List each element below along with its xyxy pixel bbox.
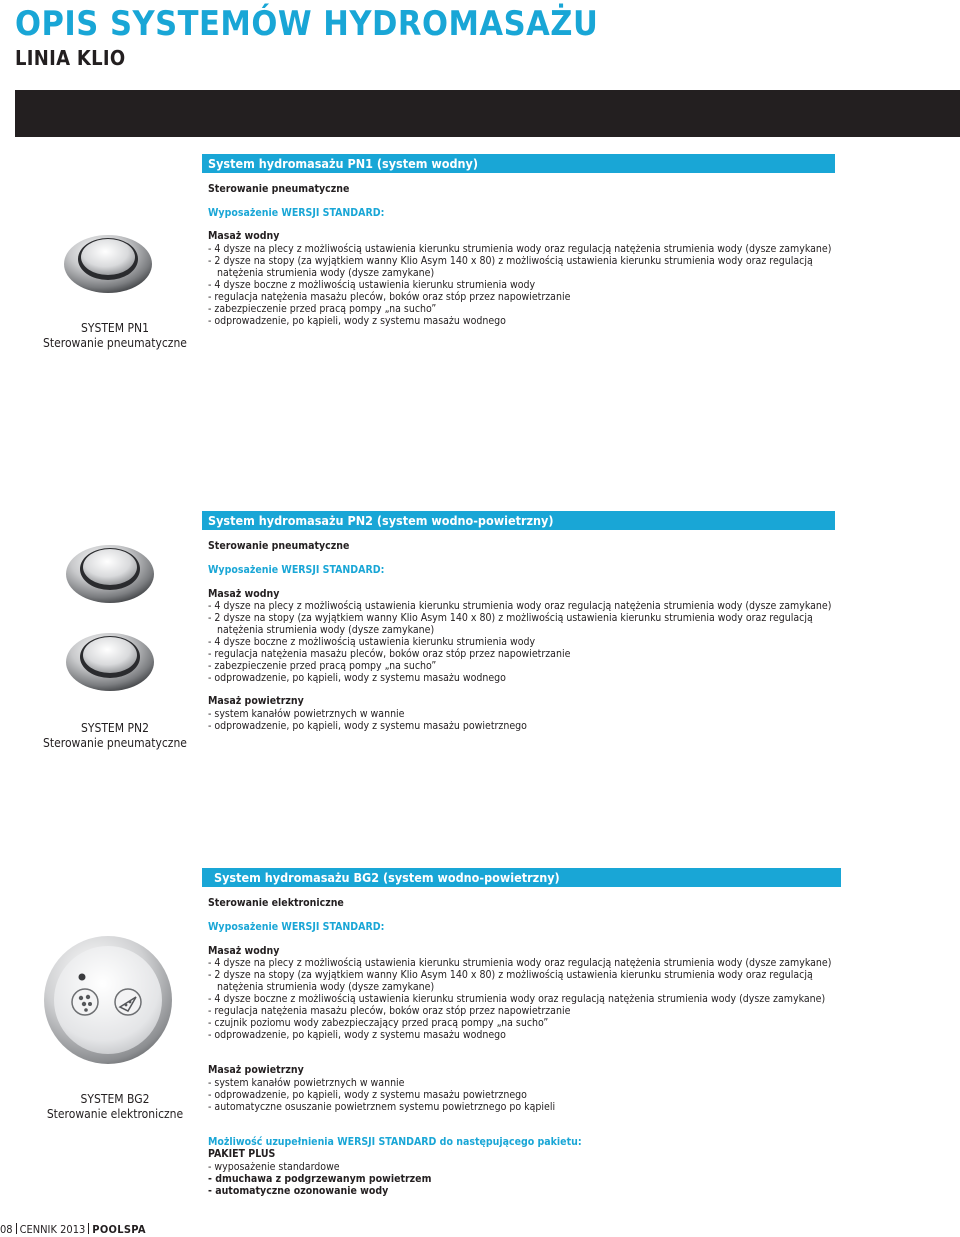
list-item: natężenia strumienia wody (dysze zamykane) [217, 267, 435, 279]
air-massage-title-pn2: Masaż powietrzny [208, 695, 304, 707]
list-item: - automatyczne osuszanie powietrznem systemu powietrznego po kąpieli [208, 1101, 556, 1113]
page-title: OPIS SYSTEMÓW HYDROMASAŻU [15, 4, 599, 44]
caption-control-pn2: Sterowanie pneumatyczne [43, 736, 187, 750]
list-item: - zabezpieczenie przed pracą pompy „na sucho” [208, 660, 437, 672]
footer [0, 1223, 146, 1236]
page-number: 08 [0, 1223, 13, 1236]
list-item: - regulacja natężenia masażu pleców, boków oraz stóp przez napowietrzanie [208, 291, 571, 303]
list-item: - wyposażenie standardowe [208, 1161, 340, 1173]
standard-label-pn1: Wyposażenie WERSJI STANDARD: [208, 207, 385, 219]
water-massage-list-bg2 [208, 957, 831, 1041]
catalog-name: CENNIK 2013 [19, 1223, 86, 1236]
electronic-panel-bg2-image [42, 934, 174, 1066]
standard-label-pn2: Wyposażenie WERSJI STANDARD: [208, 564, 385, 576]
pneumatic-button-pn1-image [62, 226, 154, 294]
water-massage-title-pn2: Masaż wodny [208, 588, 280, 600]
header-band [15, 90, 960, 137]
caption-control-bg2: Sterowanie elektroniczne [46, 1107, 184, 1121]
package-name: PAKIET PLUS [208, 1148, 276, 1160]
list-item: - 4 dysze boczne z możliwością ustawienia kierunku strumienia wody oraz regulacją natężenia strumienia wody (dysze zamykane) [208, 993, 826, 1005]
list-item: - 4 dysze na plecy z możliwością ustawienia kierunku strumienia wody oraz regulacją natężenia strumienia wody (dysze zamykane) [208, 957, 832, 969]
caption-control-pn1: Sterowanie pneumatyczne [43, 336, 187, 350]
page-subtitle: LINIA KLIO [15, 46, 126, 70]
section-header-pn1: System hydromasażu PN1 (system wodny) [202, 154, 835, 173]
list-item: - odprowadzenie, po kąpieli, wody z systemu masażu powietrznego [208, 1089, 527, 1101]
control-type-pn1: Sterowanie pneumatyczne [208, 183, 350, 195]
list-item: - 2 dysze na stopy (za wyjątkiem wanny Klio Asym 140 x 80) z możliwością ustawienia kierunku strumienia wody oraz regulacją [208, 969, 813, 981]
air-massage-list-bg2 [208, 1077, 555, 1113]
air-massage-list-pn2 [208, 708, 527, 732]
air-massage-icon [115, 989, 141, 1015]
list-item: - regulacja natężenia masażu pleców, boków oraz stóp przez napowietrzanie [208, 1005, 571, 1017]
list-item: - odprowadzenie, po kąpieli, wody z systemu masażu wodnego [208, 672, 506, 684]
list-item: - zabezpieczenie przed pracą pompy „na sucho” [208, 303, 437, 315]
list-item: - odprowadzenie, po kąpieli, wody z systemu masażu powietrznego [208, 720, 527, 732]
standard-label-bg2: Wyposażenie WERSJI STANDARD: [208, 921, 385, 933]
upgrade-title-bg2: Możliwość uzupełnienia WERSJI STANDARD do następującego pakietu: [208, 1136, 582, 1148]
water-massage-title-pn1: Masaż wodny [208, 230, 280, 242]
control-type-pn2: Sterowanie pneumatyczne [208, 540, 350, 552]
water-massage-title-bg2: Masaż wodny [208, 945, 280, 957]
control-type-bg2: Sterowanie elektroniczne [208, 897, 344, 909]
section-header-bg2: System hydromasażu BG2 (system wodno-powietrzny) [202, 868, 841, 887]
water-massage-list-pn1 [208, 243, 831, 327]
list-item: - 2 dysze na stopy (za wyjątkiem wanny Klio Asym 140 x 80) z możliwością ustawienia kierunku strumienia wody oraz regulacją [208, 612, 813, 624]
list-item: - odprowadzenie, po kąpieli, wody z systemu masażu wodnego [208, 1029, 506, 1041]
air-massage-title-bg2: Masaż powietrzny [208, 1064, 304, 1076]
list-item: - 4 dysze boczne z możliwością ustawienia kierunku strumienia wody [208, 279, 536, 291]
list-item: natężenia strumienia wody (dysze zamykane) [217, 981, 435, 993]
list-item: - automatyczne ozonowanie wody [208, 1185, 389, 1197]
water-massage-icon [72, 989, 98, 1015]
list-item: - odprowadzenie, po kąpieli, wody z systemu masażu wodnego [208, 315, 506, 327]
pneumatic-button-pn2-image-1 [64, 536, 156, 604]
indicator-dot [79, 974, 86, 981]
footer-divider [88, 1223, 89, 1234]
list-item: - 4 dysze boczne z możliwością ustawienia kierunku strumienia wody [208, 636, 536, 648]
list-item: - system kanałów powietrznych w wannie [208, 1077, 405, 1089]
pneumatic-button-pn2-image-2 [64, 624, 156, 692]
list-item: natężenia strumienia wody (dysze zamykane) [217, 624, 435, 636]
list-item: - 2 dysze na stopy (za wyjątkiem wanny Klio Asym 140 x 80) z możliwością ustawienia kierunku strumienia wody oraz regulacją [208, 255, 813, 267]
water-massage-list-pn2 [208, 600, 831, 684]
list-item: - 4 dysze na plecy z możliwością ustawienia kierunku strumienia wody oraz regulacją natężenia strumienia wody (dysze zamykane) [208, 600, 832, 612]
caption-system-pn2: SYSTEM PN2 [81, 721, 149, 735]
caption-system-pn1: SYSTEM PN1 [81, 321, 149, 335]
list-item: - czujnik poziomu wody zabezpieczający przed pracą pompy „na sucho” [208, 1017, 549, 1029]
list-item: - 4 dysze na plecy z możliwością ustawienia kierunku strumienia wody oraz regulacją natężenia strumienia wody (dysze zamykane) [208, 243, 832, 255]
list-item: - dmuchawa z podgrzewanym powietrzem [208, 1173, 432, 1185]
section-header-pn2: System hydromasażu PN2 (system wodno-powietrzny) [202, 511, 835, 530]
list-item: - regulacja natężenia masażu pleców, boków oraz stóp przez napowietrzanie [208, 648, 571, 660]
footer-divider [16, 1223, 17, 1234]
caption-system-bg2: SYSTEM BG2 [80, 1092, 150, 1106]
brand-logo: POOLSPA [92, 1223, 146, 1236]
list-item: - system kanałów powietrznych w wannie [208, 708, 405, 720]
package-list [208, 1161, 431, 1197]
